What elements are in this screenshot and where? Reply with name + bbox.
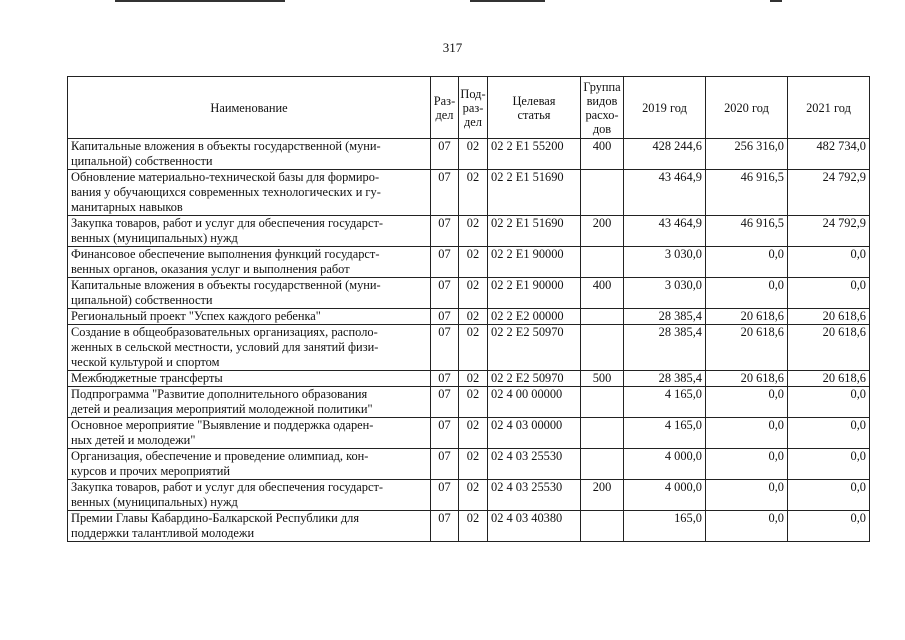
row-target-article: 02 2 E1 51690 <box>488 170 581 216</box>
scan-edge-mark <box>115 0 285 2</box>
table-row <box>68 278 870 309</box>
row-amount-2019: 165,0 <box>624 511 706 542</box>
row-amount-2021: 24 792,9 <box>788 216 870 247</box>
row-name: Закупка товаров, работ и услуг для обеспечения государст- венных (муниципальных) нужд <box>68 216 431 247</box>
row-subsection: 02 <box>459 278 488 309</box>
row-amount-2021: 0,0 <box>788 387 870 418</box>
row-subsection: 02 <box>459 170 488 216</box>
table-row <box>68 170 870 216</box>
row-amount-2020: 0,0 <box>706 511 788 542</box>
row-section: 07 <box>431 418 459 449</box>
row-amount-2021: 0,0 <box>788 480 870 511</box>
row-amount-2019: 43 464,9 <box>624 170 706 216</box>
row-expense-group: 400 <box>581 278 624 309</box>
row-amount-2021: 0,0 <box>788 247 870 278</box>
row-section: 07 <box>431 387 459 418</box>
row-subsection: 02 <box>459 449 488 480</box>
row-amount-2019: 28 385,4 <box>624 371 706 387</box>
row-section: 07 <box>431 216 459 247</box>
page-number: 317 <box>442 40 463 55</box>
table-row <box>68 387 870 418</box>
row-target-article: 02 2 E1 90000 <box>488 278 581 309</box>
row-target-article: 02 2 E2 50970 <box>488 371 581 387</box>
row-amount-2020: 0,0 <box>706 480 788 511</box>
row-section: 07 <box>431 371 459 387</box>
row-expense-group <box>581 325 624 371</box>
table-row <box>68 418 870 449</box>
table-body <box>68 139 870 542</box>
row-section: 07 <box>431 511 459 542</box>
row-name: Региональный проект "Успех каждого ребенка" <box>68 309 431 325</box>
row-amount-2019: 3 030,0 <box>624 247 706 278</box>
row-expense-group <box>581 449 624 480</box>
row-amount-2019: 43 464,9 <box>624 216 706 247</box>
row-amount-2019: 3 030,0 <box>624 278 706 309</box>
table-row <box>68 216 870 247</box>
row-target-article: 02 2 E1 51690 <box>488 216 581 247</box>
row-subsection: 02 <box>459 371 488 387</box>
row-subsection: 02 <box>459 511 488 542</box>
row-amount-2020: 0,0 <box>706 418 788 449</box>
row-amount-2020: 20 618,6 <box>706 325 788 371</box>
table-row <box>68 309 870 325</box>
row-name: Закупка товаров, работ и услуг для обеспечения государст- венных (муниципальных) нужд <box>68 480 431 511</box>
row-subsection: 02 <box>459 325 488 371</box>
row-name: Подпрограмма "Развитие дополнительного образования детей и реализация мероприятий молодежной политики" <box>68 387 431 418</box>
row-section: 07 <box>431 480 459 511</box>
row-amount-2021: 0,0 <box>788 449 870 480</box>
row-amount-2019: 28 385,4 <box>624 309 706 325</box>
row-amount-2021: 0,0 <box>788 278 870 309</box>
row-expense-group <box>581 511 624 542</box>
header-2021: 2021 год <box>788 77 870 139</box>
row-section: 07 <box>431 325 459 371</box>
row-amount-2020: 46 916,5 <box>706 170 788 216</box>
row-target-article: 02 4 03 25530 <box>488 449 581 480</box>
row-expense-group <box>581 247 624 278</box>
row-target-article: 02 2 E2 50970 <box>488 325 581 371</box>
row-subsection: 02 <box>459 247 488 278</box>
row-target-article: 02 4 00 00000 <box>488 387 581 418</box>
row-amount-2021: 24 792,9 <box>788 170 870 216</box>
row-expense-group: 400 <box>581 139 624 170</box>
row-expense-group <box>581 309 624 325</box>
row-amount-2020: 20 618,6 <box>706 371 788 387</box>
row-amount-2020: 256 316,0 <box>706 139 788 170</box>
scan-edge-mark <box>470 0 545 2</box>
row-amount-2019: 4 000,0 <box>624 480 706 511</box>
row-amount-2021: 0,0 <box>788 418 870 449</box>
row-name: Премии Главы Кабардино-Балкарской Республики для поддержки талантливой молодежи <box>68 511 431 542</box>
header-name: Наименование <box>68 77 431 139</box>
row-name: Капитальные вложения в объекты государственной (муни- ципальной) собственности <box>68 139 431 170</box>
row-amount-2019: 428 244,6 <box>624 139 706 170</box>
row-expense-group: 200 <box>581 480 624 511</box>
header-expense-group: Группа видов расхо- дов <box>581 77 624 139</box>
table-row <box>68 325 870 371</box>
row-expense-group <box>581 170 624 216</box>
row-target-article: 02 2 E1 90000 <box>488 247 581 278</box>
row-amount-2020: 0,0 <box>706 387 788 418</box>
row-amount-2020: 0,0 <box>706 449 788 480</box>
row-subsection: 02 <box>459 309 488 325</box>
table-row <box>68 371 870 387</box>
table-row <box>68 139 870 170</box>
row-name: Основное мероприятие "Выявление и поддержка одарен- ных детей и молодежи" <box>68 418 431 449</box>
row-amount-2021: 482 734,0 <box>788 139 870 170</box>
header-section: Раз- дел <box>431 77 459 139</box>
row-name: Обновление материально-технической базы для формиро- вания у обучающихся современных технологических и гу- манитарных навыков <box>68 170 431 216</box>
row-amount-2020: 20 618,6 <box>706 309 788 325</box>
row-amount-2020: 0,0 <box>706 278 788 309</box>
row-name: Организация, обеспечение и проведение олимпиад, кон- курсов и прочих мероприятий <box>68 449 431 480</box>
row-amount-2020: 46 916,5 <box>706 216 788 247</box>
row-section: 07 <box>431 278 459 309</box>
row-name: Финансовое обеспечение выполнения функций государст- венных органов, оказания услуг и выполнения работ <box>68 247 431 278</box>
table-row <box>68 449 870 480</box>
row-amount-2021: 20 618,6 <box>788 371 870 387</box>
row-subsection: 02 <box>459 480 488 511</box>
row-subsection: 02 <box>459 139 488 170</box>
table-header-row <box>68 77 870 139</box>
row-amount-2019: 4 165,0 <box>624 387 706 418</box>
table-row <box>68 511 870 542</box>
row-target-article: 02 2 E2 00000 <box>488 309 581 325</box>
row-target-article: 02 2 E1 55200 <box>488 139 581 170</box>
row-amount-2019: 4 165,0 <box>624 418 706 449</box>
header-2020: 2020 год <box>706 77 788 139</box>
row-amount-2020: 0,0 <box>706 247 788 278</box>
table-row <box>68 480 870 511</box>
row-expense-group <box>581 387 624 418</box>
header-subsection: Под- раз- дел <box>459 77 488 139</box>
row-subsection: 02 <box>459 418 488 449</box>
row-expense-group: 200 <box>581 216 624 247</box>
row-section: 07 <box>431 449 459 480</box>
row-section: 07 <box>431 247 459 278</box>
table-row <box>68 247 870 278</box>
row-name: Создание в общеобразовательных организациях, располо- женных в сельской местности, условий для занятий физи- ческой культурой и спортом <box>68 325 431 371</box>
row-name: Межбюджетные трансферты <box>68 371 431 387</box>
row-expense-group <box>581 418 624 449</box>
row-target-article: 02 4 03 00000 <box>488 418 581 449</box>
row-target-article: 02 4 03 40380 <box>488 511 581 542</box>
row-amount-2019: 28 385,4 <box>624 325 706 371</box>
row-amount-2021: 20 618,6 <box>788 309 870 325</box>
row-target-article: 02 4 03 25530 <box>488 480 581 511</box>
header-2019: 2019 год <box>624 77 706 139</box>
row-amount-2021: 20 618,6 <box>788 325 870 371</box>
header-target-article: Целевая статья <box>488 77 581 139</box>
row-section: 07 <box>431 309 459 325</box>
row-subsection: 02 <box>459 387 488 418</box>
row-subsection: 02 <box>459 216 488 247</box>
row-amount-2019: 4 000,0 <box>624 449 706 480</box>
budget-table <box>67 76 870 542</box>
row-name: Капитальные вложения в объекты государственной (муни- ципальной) собственности <box>68 278 431 309</box>
row-expense-group: 500 <box>581 371 624 387</box>
scan-edge-mark <box>770 0 782 2</box>
row-section: 07 <box>431 170 459 216</box>
row-amount-2021: 0,0 <box>788 511 870 542</box>
row-section: 07 <box>431 139 459 170</box>
